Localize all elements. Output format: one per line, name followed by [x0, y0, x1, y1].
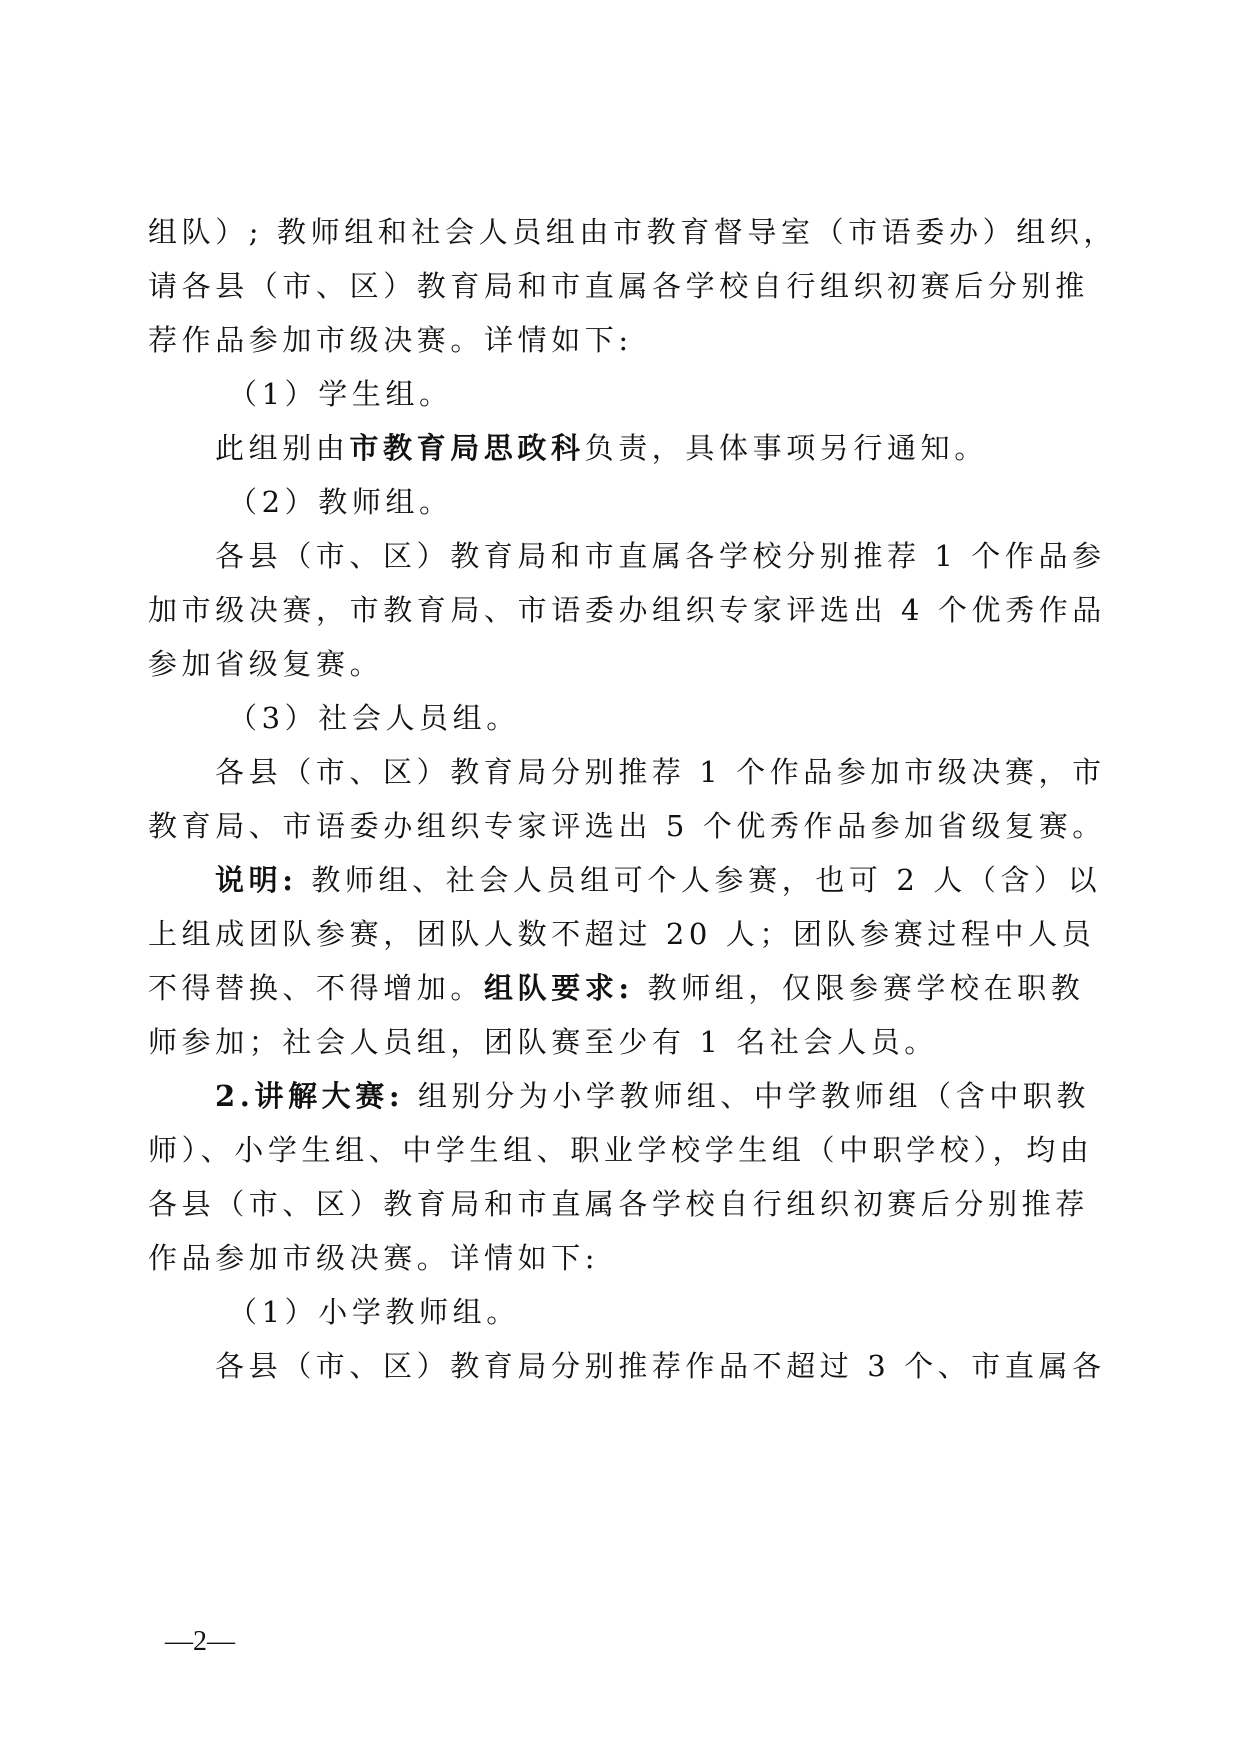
paragraph-line: [148, 853, 1102, 907]
subheading-student-group: （1）学生组。: [228, 377, 453, 411]
text-segment: 不得替换、不得增加。: [148, 971, 485, 1005]
paragraph-line: 上组成团队参赛，团队人数不超过 20 人；团队参赛过程中人员: [148, 917, 1096, 951]
text-segment: 教师组、社会人员组可个人参赛，也可 2 人（含）以: [297, 863, 1102, 897]
paragraph-line: 组队）; 教师组和社会人员组由市教育督导室（市语委办）组织，: [148, 215, 1117, 249]
paragraph-line: [148, 961, 1088, 1015]
text-segment: 组别分为小学教师组、中学教师组（含中职教: [404, 1079, 1091, 1113]
paragraph-line: 加市级决赛，市教育局、市语委办组织专家评选出 4 个优秀作品: [148, 593, 1106, 627]
paragraph-line: 教育局、市语委办组织专家评选出 5 个优秀作品参加省级复赛。: [148, 809, 1106, 843]
subheading-social-group: （3）社会人员组。: [228, 701, 520, 735]
emphasis-bold-department: 市教育局思政科: [349, 431, 585, 465]
section-label-explanation-contest: 2.讲解大赛:: [215, 1079, 405, 1113]
text-segment: 教师组，仅限参赛学校在职教: [633, 971, 1085, 1005]
paragraph-line: 参加省级复赛。: [148, 647, 384, 681]
text-segment: 此组别由: [215, 431, 350, 465]
paragraph-line: 各县（市、区）教育局分别推荐 1 个作品参加市级决赛，市: [215, 755, 1106, 789]
subheading-primary-teacher-group: （1）小学教师组。: [228, 1295, 520, 1329]
paragraph-line: 师）、小学生组、中学生组、职业学校学生组（中职学校），均由: [148, 1133, 1094, 1167]
paragraph-line: [148, 421, 1088, 475]
paragraph-line: 作品参加市级决赛。详情如下:: [148, 1241, 600, 1275]
paragraph-line: 荐作品参加市级决赛。详情如下:: [148, 323, 633, 357]
paragraph-line: [148, 1069, 1091, 1123]
paragraph-line: 各县（市、区）教育局和市直属各学校分别推荐 1 个作品参: [215, 539, 1106, 573]
paragraph-line: 各县（市、区）教育局分别推荐作品不超过 3 个、市直属各: [215, 1349, 1106, 1383]
subheading-teacher-group: （2）教师组。: [228, 485, 453, 519]
paragraph-line: 师参加；社会人员组，团队赛至少有 1 名社会人员。: [148, 1025, 938, 1059]
note-label: 说明:: [215, 863, 298, 897]
document-body: [148, 205, 1117, 1393]
paragraph-line: 各县（市、区）教育局和市直属各学校自行组织初赛后分别推荐: [148, 1187, 1089, 1221]
page-number: —2—: [165, 1626, 235, 1657]
team-requirement-label: 组队要求:: [484, 971, 634, 1005]
paragraph-line: 请各县（市、区）教育局和市直属各学校自行组织初赛后分别推: [148, 269, 1089, 303]
text-segment: 负责，具体事项另行通知。: [584, 431, 988, 465]
